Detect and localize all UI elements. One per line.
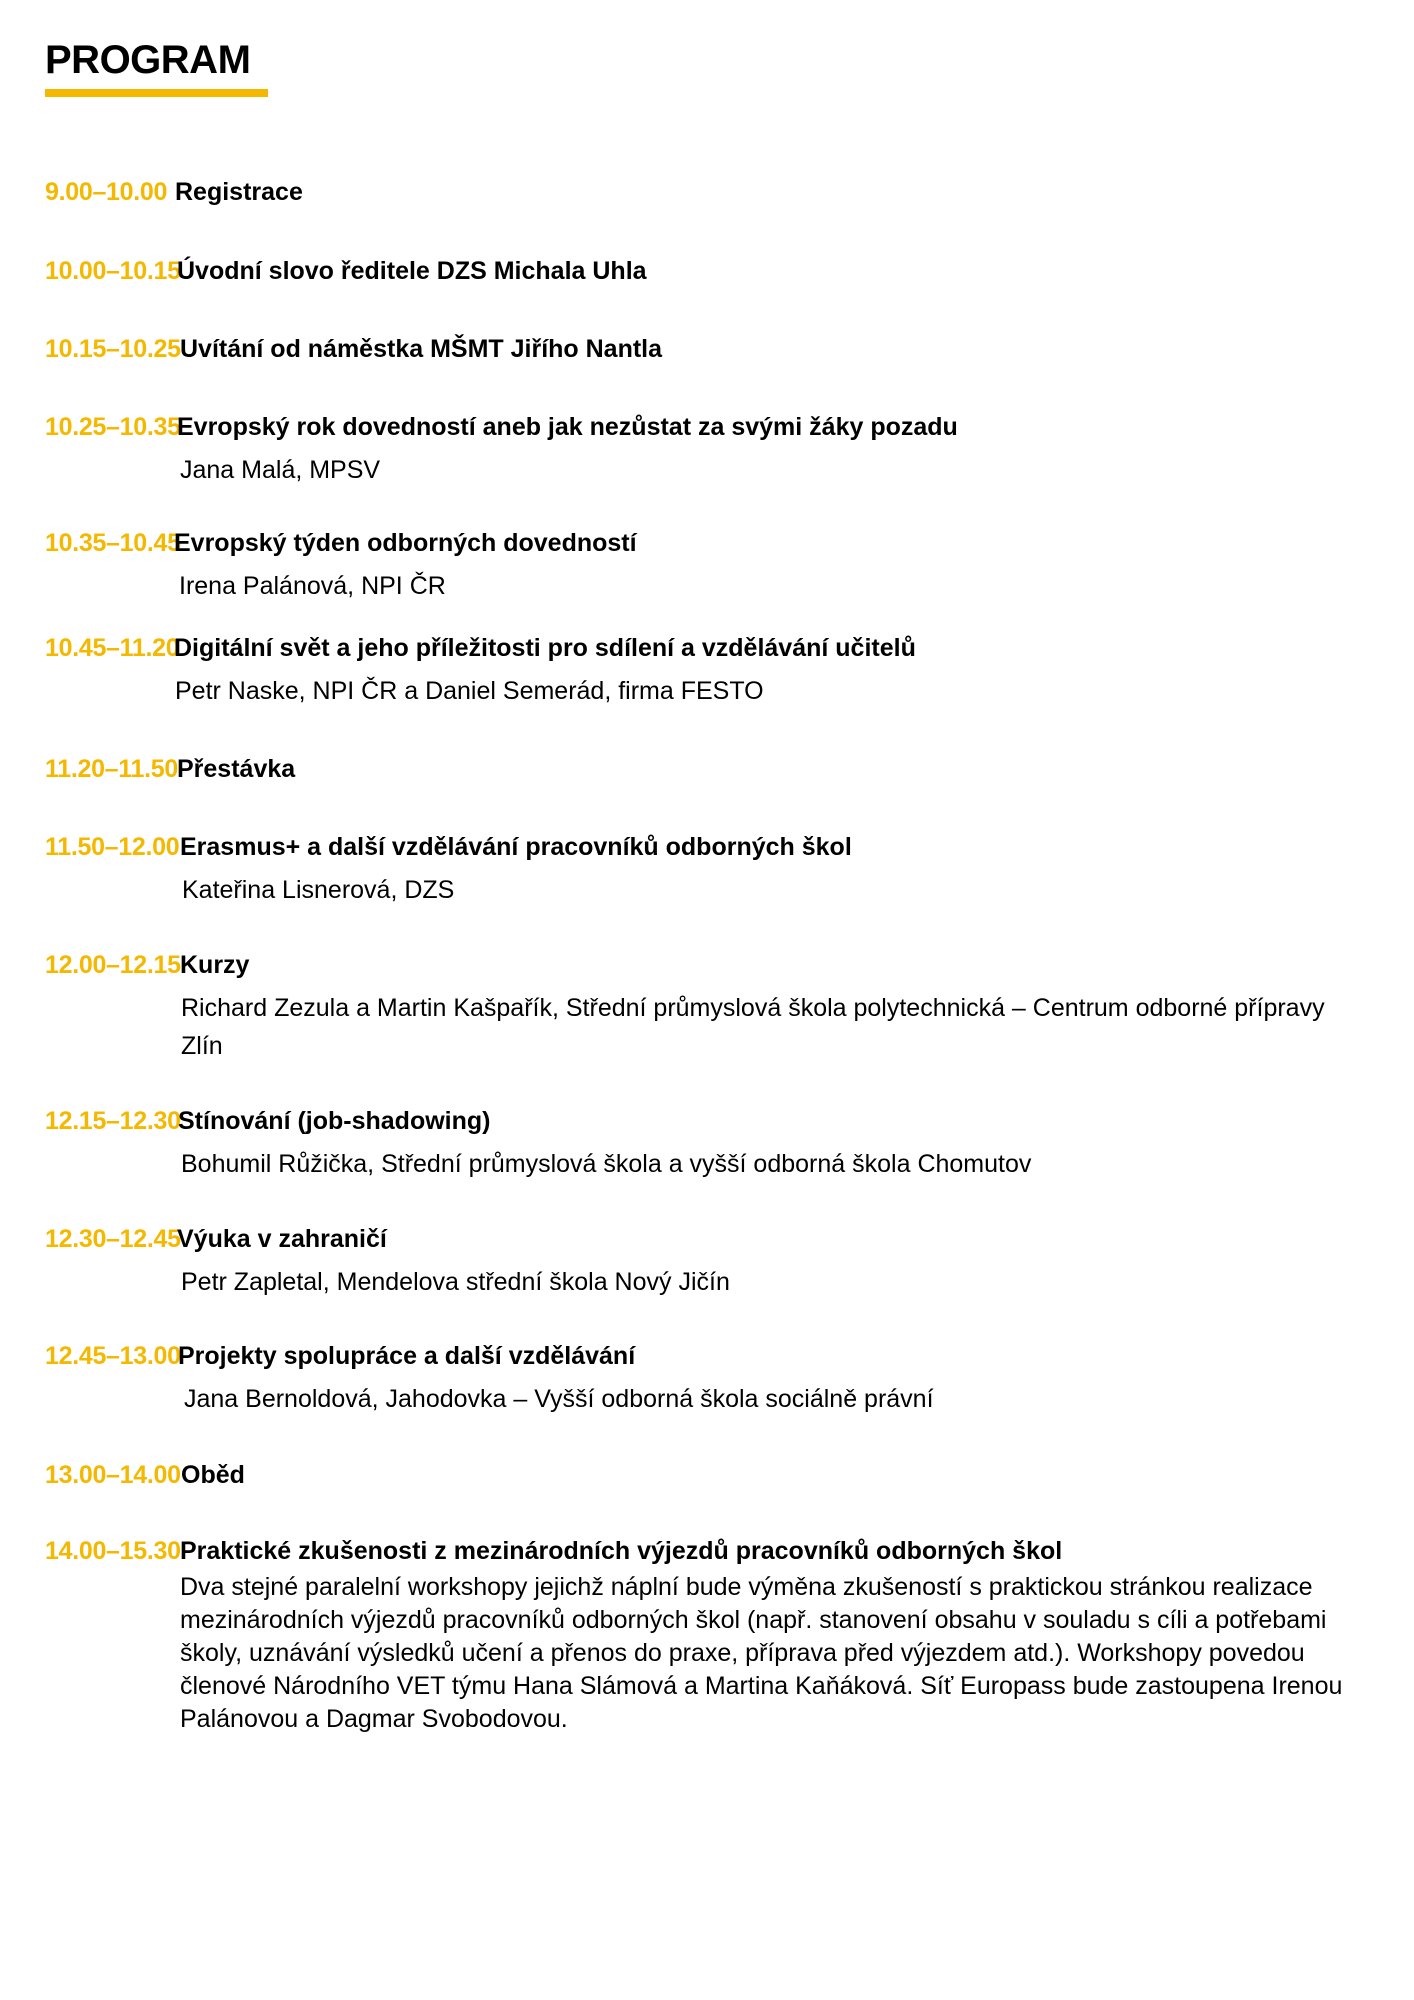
program-title: Oběd [181, 1461, 245, 1489]
program-time: 12.15–12.30 [45, 1107, 181, 1135]
program-speaker: Petr Zapletal, Mendelova střední škola Nový Jičín [181, 1268, 730, 1296]
program-title: Praktické zkušenosti z mezinárodních výjezdů pracovníků odborných škol [180, 1537, 1063, 1565]
program-title: Evropský týden odborných dovedností [174, 529, 637, 557]
program-title: Projekty spolupráce a další vzdělávání [178, 1342, 636, 1370]
program-title: Výuka v zahraničí [177, 1225, 387, 1253]
program-speaker: Richard Zezula a Martin Kašpařík, Střední průmyslová škola polytechnická – Centrum odborné přípravy Zlín [181, 994, 1325, 1060]
title-underline [45, 89, 268, 97]
program-time: 10.35–10.45 [45, 529, 181, 557]
program-title: Stínování (job-shadowing) [178, 1107, 491, 1135]
program-time: 11.20–11.50 [45, 755, 178, 783]
program-time: 12.00–12.15 [45, 951, 181, 979]
program-title: Kurzy [180, 951, 250, 979]
program-title: Evropský rok dovedností aneb jak nezůstat za svými žáky pozadu [177, 413, 958, 441]
program-title: Digitální svět a jeho příležitosti pro sdílení a vzdělávání učitelů [174, 634, 916, 662]
program-title: Erasmus+ a další vzdělávání pracovníků odborných škol [180, 833, 852, 861]
program-title: Uvítání od náměstka MŠMT Jiřího Nantla [180, 335, 663, 363]
program-speaker: Petr Naske, NPI ČR a Daniel Semerád, firma FESTO [175, 677, 764, 705]
program-title: Úvodní slovo ředitele DZS Michala Uhla [177, 257, 647, 285]
program-speaker: Jana Bernoldová, Jahodovka – Vyšší odborná škola sociálně právní [184, 1385, 934, 1413]
program-speaker: Jana Malá, MPSV [180, 456, 381, 484]
program-speaker: Kateřina Lisnerová, DZS [182, 876, 455, 904]
program-time: 13.00–14.00 [45, 1461, 181, 1489]
program-title: Registrace [175, 178, 303, 206]
program-time: 12.45–13.00 [45, 1342, 181, 1370]
program-time: 10.25–10.35 [45, 413, 181, 441]
program-time: 10.15–10.25 [45, 335, 181, 363]
program-description: Dva stejné paralelní workshopy jejichž náplní bude výměna zkušeností s praktickou stránkou realizace mezinárodních výjezdů pracovníků odborných škol (např. stanovení obsahu v souladu s cíli a potřebami školy, uznávání výsledků učení a přenos do praxe, příprava před výjezdem atd.). Workshopy povedou členové Národního VET týmu Hana Slámová a Martina Kaňáková. Síť Europass bude zastoupena Irenou Palánovou a Dagmar Svobodovou. [180, 1573, 1343, 1733]
program-time: 12.30–12.45 [45, 1225, 181, 1253]
page-title: PROGRAM [45, 38, 251, 82]
program-time: 9.00–10.00 [45, 178, 168, 206]
program-time: 10.45–11.20 [45, 634, 180, 662]
program-speaker: Irena Palánová, NPI ČR [179, 572, 446, 600]
program-title: Přestávka [177, 755, 296, 783]
program-time: 14.00–15.30 [45, 1537, 181, 1565]
program-time: 10.00–10.15 [45, 257, 181, 285]
program-speaker: Bohumil Růžička, Střední průmyslová škola a vyšší odborná škola Chomutov [181, 1150, 1032, 1178]
program-time: 11.50–12.00 [45, 833, 180, 861]
